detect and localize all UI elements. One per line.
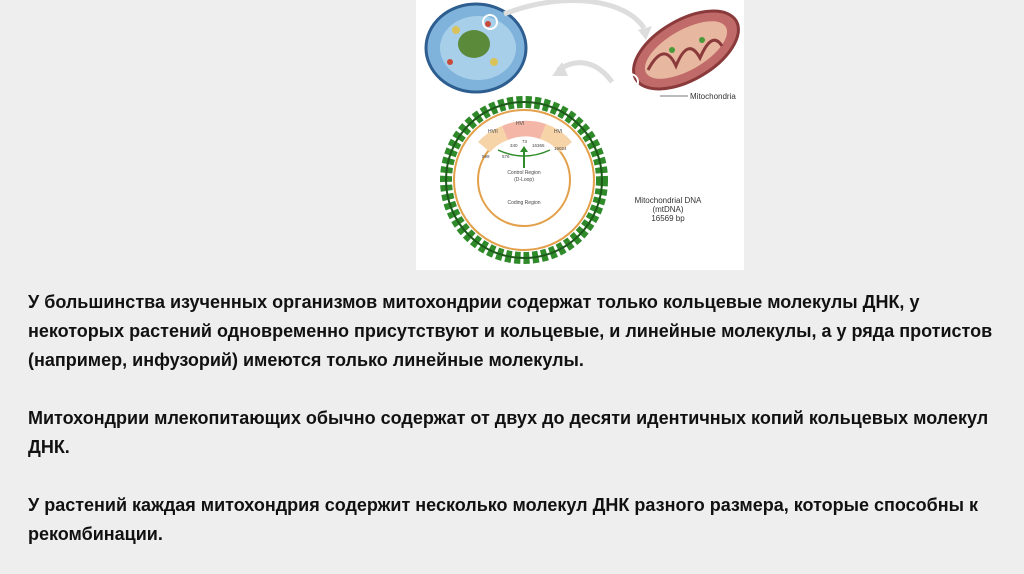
paragraph-3: У растений каждая митохондрия содержит несколько молекул ДНК разного размера, которые способны к рекомбинации. bbox=[28, 495, 979, 544]
mitochondrion-illustration bbox=[621, 0, 744, 105]
control-region-label: Control Region bbox=[507, 170, 541, 176]
mtdna-label bbox=[628, 196, 708, 224]
pos-label-4: 73 bbox=[522, 139, 528, 144]
pos-label-3: 340 bbox=[510, 143, 518, 148]
mitochondria-label: Mitochondria bbox=[690, 92, 736, 101]
coding-region-label: Coding Region bbox=[507, 200, 541, 206]
paragraph-2: Митохондрии млекопитающих обычно содержат от двух до десяти идентичных копий кольцевых молекул ДНК. bbox=[28, 408, 989, 457]
body-text bbox=[28, 288, 1008, 549]
hv-label-3: HVI bbox=[554, 129, 563, 135]
pos-label-6: 16024 bbox=[554, 146, 567, 151]
control-region-sub: (D-Loop) bbox=[514, 177, 534, 183]
mtdna-figure bbox=[416, 0, 744, 270]
mtdna-label-line3: 16569 bp bbox=[651, 214, 685, 224]
pos-label-1: 599 bbox=[482, 154, 490, 159]
paragraph-1: У большинства изученных организмов митохондрии содержат только кольцевые молекулы ДНК, у некоторых растений одновременно присутствуют и кольцевые, и линейные молекулы, а у ряда протистов (например, инфузорий) имеются только линейные молекулы. bbox=[28, 292, 993, 370]
pos-label-5: 16365 bbox=[532, 143, 545, 148]
mtdna-label-line2: (mtDNA) bbox=[652, 205, 684, 215]
pos-label-2: 576 bbox=[502, 154, 510, 159]
mtdna-label-line1: Mitochondrial DNA bbox=[634, 196, 702, 205]
cell-illustration bbox=[426, 4, 526, 92]
mtdna-illustration bbox=[416, 0, 744, 270]
hv-label-1: HVII bbox=[488, 129, 498, 135]
hv-label-2: HVI bbox=[516, 121, 525, 127]
